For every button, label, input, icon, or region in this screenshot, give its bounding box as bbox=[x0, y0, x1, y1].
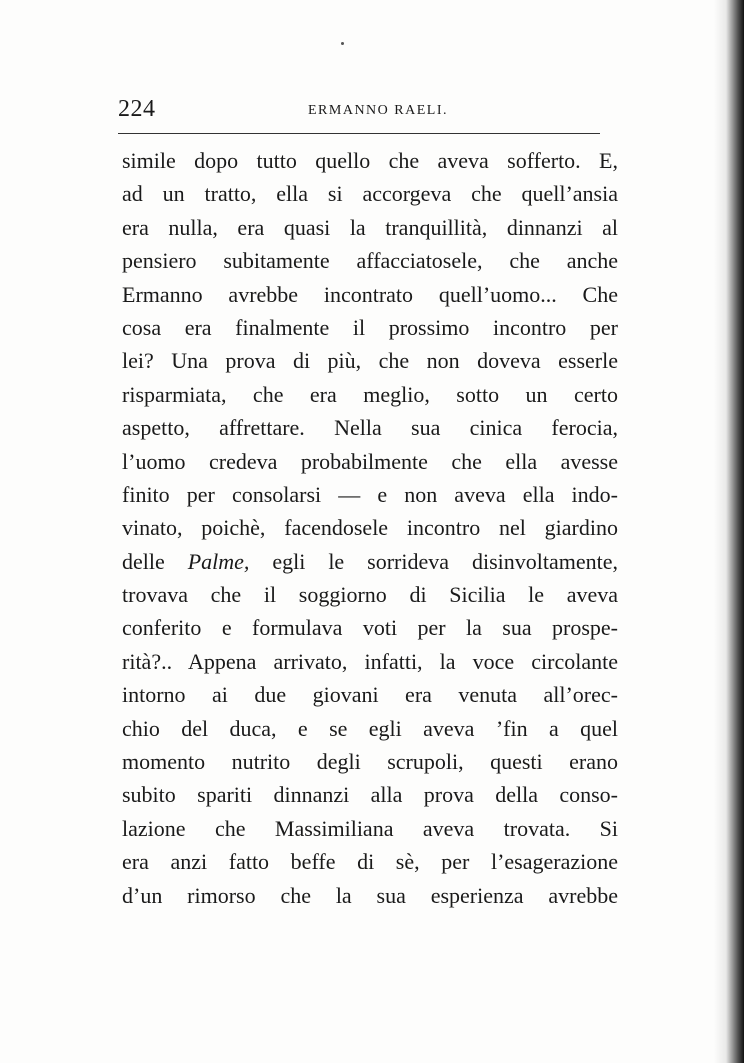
text-line: vinato, poichè, facendosele incontro nel giardino bbox=[122, 515, 618, 541]
text-line: finito per consolarsi — e non aveva ella indo- bbox=[122, 481, 618, 507]
text-line: ad un tratto, ella si accorgeva che quell’ansia bbox=[122, 181, 618, 207]
page-header bbox=[118, 96, 600, 126]
text-line-with-italic bbox=[122, 545, 618, 578]
text-line: aspetto, affrettare. Nella sua cinica ferocia, bbox=[122, 415, 618, 441]
scan-speck bbox=[341, 42, 344, 45]
text-segment: delle bbox=[122, 548, 188, 574]
text-line: lazione che Massimiliana aveva trovata. Si bbox=[122, 815, 618, 841]
text-segment: egli le sorrideva disinvoltamente, bbox=[249, 548, 618, 574]
page-edge-shadow bbox=[714, 0, 744, 1063]
text-line: trovava che il soggiorno di Sicilia le aveva bbox=[122, 582, 618, 608]
text-line: conferito e formulava voti per la sua prospe- bbox=[122, 615, 618, 641]
text-line: d’un rimorso che la sua esperienza avrebbe bbox=[122, 882, 618, 908]
text-line: subito spariti dinnanzi alla prova della conso- bbox=[122, 782, 618, 808]
text-line: rità?.. Appena arrivato, infatti, la voce circolante bbox=[122, 648, 618, 674]
italic-word: Palme, bbox=[187, 548, 250, 574]
page-number: 224 bbox=[118, 96, 156, 122]
text-line: l’uomo credeva probabilmente che ella avesse bbox=[122, 448, 618, 474]
text-line: pensiero subitamente affacciatosele, che anche bbox=[122, 248, 618, 274]
text-line: era nulla, era quasi la tranquillità, dinnanzi al bbox=[122, 214, 618, 240]
text-line: era anzi fatto beffe di sè, per l’esagerazione bbox=[122, 849, 618, 875]
text-line: Ermanno avrebbe incontrato quell’uomo... Che bbox=[122, 281, 618, 307]
body-text bbox=[122, 144, 618, 912]
text-line: risparmiata, che era meglio, sotto un certo bbox=[122, 381, 618, 407]
text-line: lei? Una prova di più, che non doveva esserle bbox=[122, 348, 618, 374]
text-line: intorno ai due giovani era venuta all’orec- bbox=[122, 682, 618, 708]
header-rule bbox=[118, 133, 600, 134]
text-line: momento nutrito degli scrupoli, questi erano bbox=[122, 749, 618, 775]
text-line: simile dopo tutto quello che aveva sofferto. E, bbox=[122, 148, 618, 173]
running-title: ERMANNO RAELI. bbox=[308, 103, 448, 118]
text-line: cosa era finalmente il prossimo incontro per bbox=[122, 314, 618, 340]
text-line: chio del duca, e se egli aveva ’fin a quel bbox=[122, 715, 618, 741]
